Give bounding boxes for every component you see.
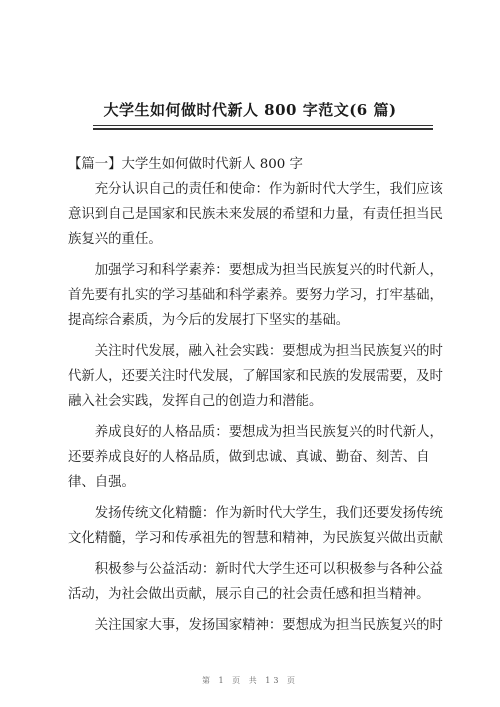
document-body	[68, 152, 452, 644]
paragraph-1: 充分认识自己的责任和使命：作为新时代大学生，我们应该意识到自己是国家和民族未来发展的希望和力量，有责任担当民族复兴的重任。	[68, 182, 443, 247]
title-divider-thick	[93, 128, 433, 130]
paragraph-2: 加强学习和科学素养：要想成为担当民族复兴的时代新人，首先要有扎实的学习基础和科学素养。要努力学习，打牢基础，提高综合素质，为今后的发展打下坚实的基础。	[68, 263, 443, 328]
title-divider-thin	[93, 125, 433, 126]
paragraph-3: 关注时代发展，融入社会实践：要想成为担当民族复兴的时代新人，还要关注时代发展，了解国家和民族的发展需要，及时融入社会实践，发挥自己的创造力和潜能。	[68, 344, 443, 409]
page-number-footer: 第 1 页 共 13 页	[202, 676, 298, 685]
paragraph-6: 积极参与公益活动：新时代大学生还可以积极参与各种公益活动，为社会做出贡献，展示自己的社会责任感和担当精神。	[68, 562, 443, 602]
section-heading: 【篇一】大学生如何做时代新人 800 字	[68, 157, 303, 172]
paragraph-7: 关注国家大事，发扬国家精神：要想成为担当民族复兴的时	[94, 618, 443, 633]
paragraph-4: 养成良好的人格品质：要想成为担当民族复兴的时代新人，还要养成良好的人格品质，做到忠诚、真诚、勤奋、刻苦、自律、自强。	[68, 425, 443, 490]
paragraph-5: 发扬传统文化精髓：作为新时代大学生，我们还要发扬传统文化精髓，学习和传承祖先的智慧和精神，为民族复兴做出贡献	[68, 506, 443, 546]
document-title: 大学生如何做时代新人 800 字范文(6 篇)	[103, 101, 397, 119]
